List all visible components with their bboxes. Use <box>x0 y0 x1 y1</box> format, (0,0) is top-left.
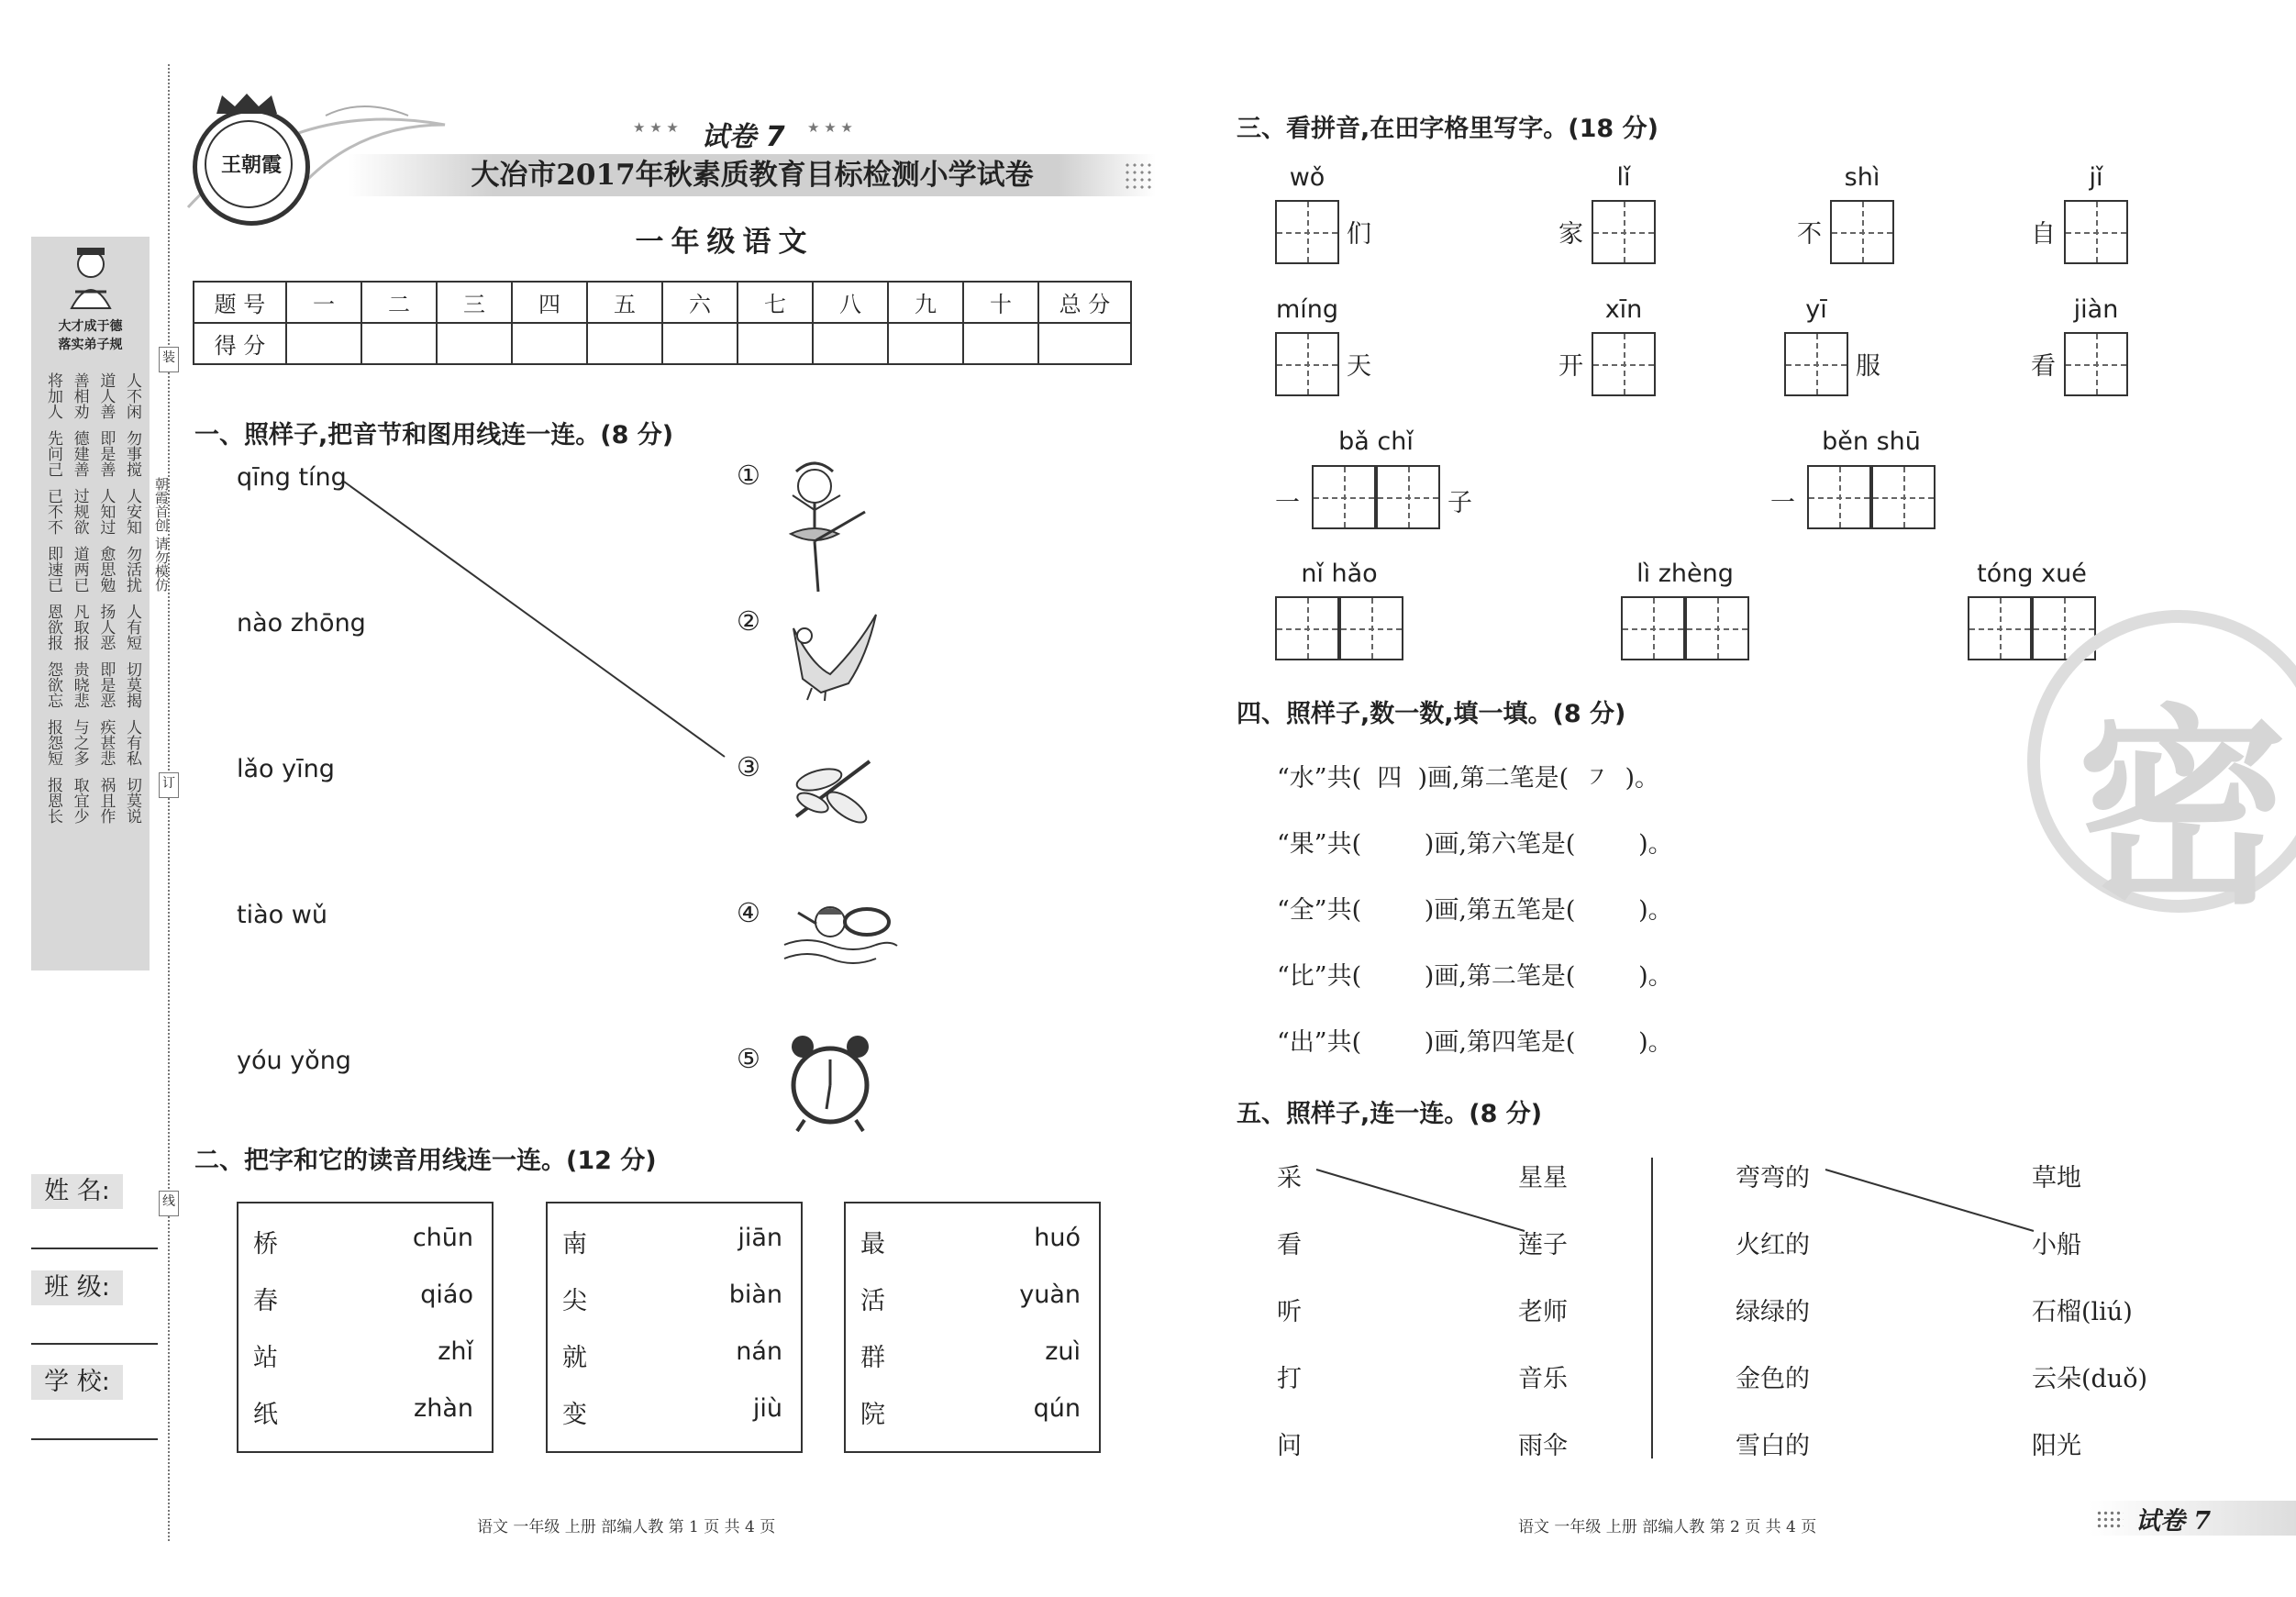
couplet-column: 怨欲忘 <box>44 661 62 708</box>
couplet-column: 已不不 <box>44 488 62 535</box>
pinyin: qiáo <box>420 1281 473 1309</box>
example-connector-line-5a <box>1312 1165 1532 1238</box>
score-column-header: 九 <box>888 282 963 323</box>
pinyin: yuàn <box>1019 1281 1081 1309</box>
scholar-figure-icon <box>62 244 119 310</box>
school-field[interactable] <box>31 1438 158 1440</box>
stroke-count-line: “果”共( )画,第六笔是( )。 <box>1277 830 1673 859</box>
score-cell[interactable] <box>361 323 437 364</box>
score-column-header: 二 <box>361 282 437 323</box>
couplet-group <box>42 372 141 419</box>
couplet-column: 先问己 <box>44 430 62 477</box>
tian-zi-ge-cell[interactable] <box>1968 596 2032 660</box>
couplet-group <box>42 488 141 535</box>
tian-zi-ge-cell[interactable] <box>1830 200 1894 264</box>
match-word: 看 <box>1277 1231 1302 1259</box>
couplet-group <box>42 777 141 824</box>
couplet-column: 切莫揭 <box>122 661 141 708</box>
given-character: 家 <box>1558 220 1583 249</box>
pinyin: nán <box>736 1337 782 1366</box>
couplet-column: 取宜少 <box>70 777 89 824</box>
tian-zi-ge-cell[interactable] <box>2064 332 2128 396</box>
dot-pattern-decoration <box>1124 161 1153 191</box>
match-word: 金色的 <box>1736 1365 1810 1393</box>
given-character: 看 <box>2031 352 2056 381</box>
stroke-count-line: “比”共( )画,第二笔是( )。 <box>1277 962 1673 991</box>
couplet-column: 切莫说 <box>122 777 141 824</box>
couplet-columns <box>42 372 141 835</box>
score-column-header: 一 <box>286 282 361 323</box>
dragonfly-icon <box>787 752 879 826</box>
subject-title: 一年级语文 <box>635 226 815 259</box>
character: 变 <box>562 1401 587 1429</box>
couplet-column: 即是恶 <box>96 661 116 708</box>
couplet-column: 人知过 <box>96 488 116 535</box>
match-word: 石榴(liú) <box>2032 1298 2133 1326</box>
match-word: 草地 <box>2032 1164 2081 1192</box>
secret-stamp: 密 <box>2027 610 2296 913</box>
binding-dotted-line <box>168 64 170 1541</box>
tian-zi-ge-cell[interactable] <box>1592 200 1656 264</box>
school-label: 学 校: <box>31 1365 123 1400</box>
pinyin-prompt: jiàn <box>2073 295 2119 324</box>
couplet-column: 祸且作 <box>96 777 116 824</box>
score-cell[interactable] <box>813 323 888 364</box>
section5-divider <box>1651 1158 1653 1458</box>
cut-mark-1: 装 <box>159 347 179 372</box>
pinyin: biàn <box>728 1281 782 1309</box>
pinyin-prompt: lǐ <box>1616 163 1631 192</box>
tian-zi-ge-cell[interactable] <box>1592 332 1656 396</box>
tian-zi-ge-cell[interactable] <box>1807 465 1871 529</box>
given-character: 子 <box>1447 489 1472 517</box>
pinyin: huó <box>1034 1224 1081 1252</box>
tian-zi-ge-cell[interactable] <box>1275 332 1339 396</box>
match-word: 莲子 <box>1518 1231 1568 1259</box>
stroke-count-line: “全”共( )画,第五笔是( )。 <box>1277 896 1673 925</box>
given-character: 一 <box>1275 489 1300 517</box>
score-cell[interactable] <box>738 323 813 364</box>
tian-zi-ge-cell[interactable] <box>2064 200 2128 264</box>
couplet-group <box>42 430 141 477</box>
picture-number: ① <box>737 460 760 491</box>
picture-number: ② <box>737 605 760 637</box>
pinyin-prompt: yī <box>1805 295 1827 324</box>
couplet-column: 人安知 <box>122 488 141 535</box>
section1-title: 一、照样子,把音节和图用线连一连。(8 分) <box>194 421 674 449</box>
exam-title: 大冶市2017年秋素质教育目标检测小学试卷 <box>471 159 1034 192</box>
tian-zi-ge-cell[interactable] <box>1275 200 1339 264</box>
character: 桥 <box>253 1230 278 1259</box>
footer-right: 语文 一年级 上册 部编人教 第 2 页 共 4 页 <box>1518 1518 1817 1536</box>
character: 就 <box>562 1344 587 1372</box>
score-column-header: 五 <box>587 282 662 323</box>
couplet-column: 人有短 <box>122 604 141 650</box>
couplet-group <box>42 719 141 766</box>
match-word: 星星 <box>1518 1164 1568 1192</box>
tian-zi-ge-cell[interactable] <box>1339 596 1403 660</box>
picture-number: ③ <box>737 751 760 782</box>
dancer-icon <box>778 459 879 596</box>
pinyin-prompt: míng <box>1275 295 1339 324</box>
score-column-header: 三 <box>437 282 512 323</box>
character: 尖 <box>562 1287 587 1315</box>
pinyin-prompt: běn shū <box>1822 427 1921 456</box>
match-word: 云朵(duǒ) <box>2032 1365 2147 1393</box>
character: 站 <box>253 1344 278 1372</box>
pinyin-prompt: nǐ hǎo <box>1301 560 1378 588</box>
stars-left: ★ ★ ★ <box>633 119 679 136</box>
score-column-header: 六 <box>662 282 738 323</box>
pinyin: chūn <box>412 1224 473 1252</box>
tian-zi-ge-cell[interactable] <box>1376 465 1440 529</box>
score-cell[interactable] <box>1038 323 1131 364</box>
pinyin-prompt: wǒ <box>1289 163 1325 192</box>
character: 院 <box>860 1401 885 1429</box>
copyright-note: 朝霞首创 请勿模仿 <box>153 477 170 592</box>
score-cell[interactable] <box>286 323 361 364</box>
couplet-column: 道人善 <box>96 372 116 419</box>
given-character: 自 <box>2031 220 2056 249</box>
pinyin-prompt: tóng xué <box>1977 560 2087 588</box>
corner-dots-decoration <box>2096 1510 2124 1528</box>
match-word: 听 <box>1277 1298 1302 1326</box>
pinyin-prompt: jǐ <box>2089 163 2103 192</box>
pinyin-prompt: xīn <box>1604 295 1643 324</box>
alarm-clock-icon <box>784 1032 876 1133</box>
stroke-count-line: “水”共( 四 )画,第二笔是( ㇇ )。 <box>1277 764 1659 793</box>
character: 活 <box>860 1287 885 1315</box>
char-pinyin-box <box>237 1202 494 1453</box>
match-word: 火红的 <box>1736 1231 1810 1259</box>
score-column-header: 四 <box>512 282 587 323</box>
stars-right: ★ ★ ★ <box>807 119 853 136</box>
couplet-column: 疾甚悲 <box>96 719 116 766</box>
match-word: 雨伞 <box>1518 1432 1568 1460</box>
name-field[interactable] <box>31 1248 158 1249</box>
logo: 王朝霞 <box>193 108 310 226</box>
pinyin-prompt: bǎ chǐ <box>1338 427 1414 456</box>
score-cell[interactable] <box>437 323 512 364</box>
couplet-column: 愈思勉 <box>96 546 116 593</box>
match-word: 小船 <box>2032 1231 2081 1259</box>
couplet-column: 善相劝 <box>70 372 89 419</box>
couplet-column: 人不闲 <box>122 372 141 419</box>
couplet-column: 道两已 <box>70 546 89 593</box>
match-word: 采 <box>1277 1164 1302 1192</box>
score-cell[interactable] <box>963 323 1038 364</box>
name-label: 姓 名: <box>31 1174 123 1209</box>
picture-number: ④ <box>737 897 760 928</box>
pinyin-syllable: nào zhōng <box>237 609 366 638</box>
couplet-column: 勿事搅 <box>122 430 141 477</box>
pinyin: jiù <box>752 1394 782 1423</box>
score-cell[interactable] <box>662 323 738 364</box>
tian-zi-ge-cell[interactable] <box>1685 596 1749 660</box>
cut-mark-3: 线 <box>159 1191 179 1216</box>
stroke-count-line: “出”共( )画,第四笔是( )。 <box>1277 1028 1673 1057</box>
couplet-column: 德建善 <box>70 430 89 477</box>
couplet-column: 将加人 <box>44 372 62 419</box>
paper-number: 试卷 7 <box>701 121 785 153</box>
character: 纸 <box>253 1401 278 1429</box>
class-field[interactable] <box>31 1343 158 1345</box>
tian-zi-ge-cell[interactable] <box>1871 465 1936 529</box>
couplet-column: 凡取报 <box>70 604 89 650</box>
character: 群 <box>860 1344 885 1372</box>
couplet-column: 贵晓悲 <box>70 661 89 708</box>
eagle-icon <box>784 610 885 702</box>
score-cell[interactable] <box>512 323 587 364</box>
character: 南 <box>562 1230 587 1259</box>
score-cell[interactable] <box>888 323 963 364</box>
couplet-column: 过规欲 <box>70 488 89 535</box>
given-character: 们 <box>1347 220 1371 249</box>
tian-zi-ge-cell[interactable] <box>1275 596 1339 660</box>
pinyin: qún <box>1033 1394 1081 1423</box>
pinyin-prompt: shì <box>1844 163 1880 192</box>
pinyin: zhàn <box>414 1394 473 1423</box>
pinyin: jiān <box>738 1224 782 1252</box>
couplet-column: 报怨短 <box>44 719 62 766</box>
score-cell[interactable] <box>587 323 662 364</box>
margin-motto: 大才成于德 落实弟子规 <box>58 319 123 352</box>
score-column-header: 总 分 <box>1038 282 1131 323</box>
couplet-group <box>42 604 141 650</box>
pinyin-syllable: yóu yǒng <box>237 1047 351 1075</box>
given-character: 开 <box>1558 352 1583 381</box>
couplet-column: 即速已 <box>44 546 62 593</box>
pinyin-syllable: tiào wǔ <box>237 901 327 929</box>
char-pinyin-box <box>844 1202 1101 1453</box>
character: 春 <box>253 1287 278 1315</box>
tian-zi-ge-cell[interactable] <box>1784 332 1848 396</box>
section2-title: 二、把字和它的读音用线连一连。(12 分) <box>194 1147 657 1175</box>
match-word: 阳光 <box>2032 1432 2081 1460</box>
pinyin: zhǐ <box>438 1337 473 1366</box>
pinyin-syllable: qīng tíng <box>237 463 347 492</box>
given-character: 天 <box>1347 352 1371 381</box>
match-word: 弯弯的 <box>1736 1164 1810 1192</box>
couplet-group <box>42 661 141 708</box>
example-connector-line <box>339 477 734 771</box>
section5-title: 五、照样子,连一连。(8 分) <box>1237 1100 1543 1128</box>
match-word: 打 <box>1277 1365 1302 1393</box>
margin-decoration-panel <box>31 237 150 970</box>
footer-left: 语文 一年级 上册 部编人教 第 1 页 共 4 页 <box>477 1518 776 1536</box>
given-character: 服 <box>1856 352 1880 381</box>
couplet-column: 报恩长 <box>44 777 62 824</box>
corner-paper-number: 试卷 7 <box>2135 1507 2212 1536</box>
class-label: 班 级: <box>31 1270 123 1305</box>
crown-icon <box>213 92 281 116</box>
given-character: 不 <box>1797 220 1822 249</box>
couplet-column: 人有私 <box>122 719 141 766</box>
pinyin-prompt: lì zhèng <box>1636 560 1734 588</box>
couplet-column: 勿活扰 <box>122 546 141 593</box>
match-word: 绿绿的 <box>1736 1298 1810 1326</box>
pinyin: zuì <box>1045 1337 1081 1366</box>
couplet-group <box>42 546 141 593</box>
tian-zi-ge-cell[interactable] <box>1312 465 1376 529</box>
section3-title: 三、看拼音,在田字格里写字。(18 分) <box>1237 115 1658 143</box>
picture-number: ⑤ <box>737 1043 760 1074</box>
match-word: 老师 <box>1518 1298 1568 1326</box>
match-word: 问 <box>1277 1432 1302 1460</box>
example-connector-line-5b <box>1821 1165 2041 1238</box>
score-column-header: 十 <box>963 282 1038 323</box>
couplet-column: 与之多 <box>70 719 89 766</box>
couplet-column: 扬人恶 <box>96 604 116 650</box>
couplet-column: 即是善 <box>96 430 116 477</box>
couplet-column: 恩欲报 <box>44 604 62 650</box>
char-pinyin-box <box>546 1202 803 1453</box>
cut-mark-2: 订 <box>159 772 179 798</box>
score-header-label: 题 号 <box>194 282 286 323</box>
score-column-header: 七 <box>738 282 813 323</box>
character: 最 <box>860 1230 885 1259</box>
swimmer-icon <box>780 894 899 977</box>
match-word: 雪白的 <box>1736 1432 1810 1460</box>
section4-title: 四、照样子,数一数,填一填。(8 分) <box>1237 700 1626 728</box>
score-column-header: 八 <box>813 282 888 323</box>
given-character: 一 <box>1770 489 1795 517</box>
tian-zi-ge-cell[interactable] <box>1621 596 1685 660</box>
pinyin-syllable: lǎo yīng <box>237 755 335 783</box>
score-row-label: 得 分 <box>194 323 286 364</box>
score-table <box>193 281 1132 365</box>
match-word: 音乐 <box>1518 1365 1568 1393</box>
